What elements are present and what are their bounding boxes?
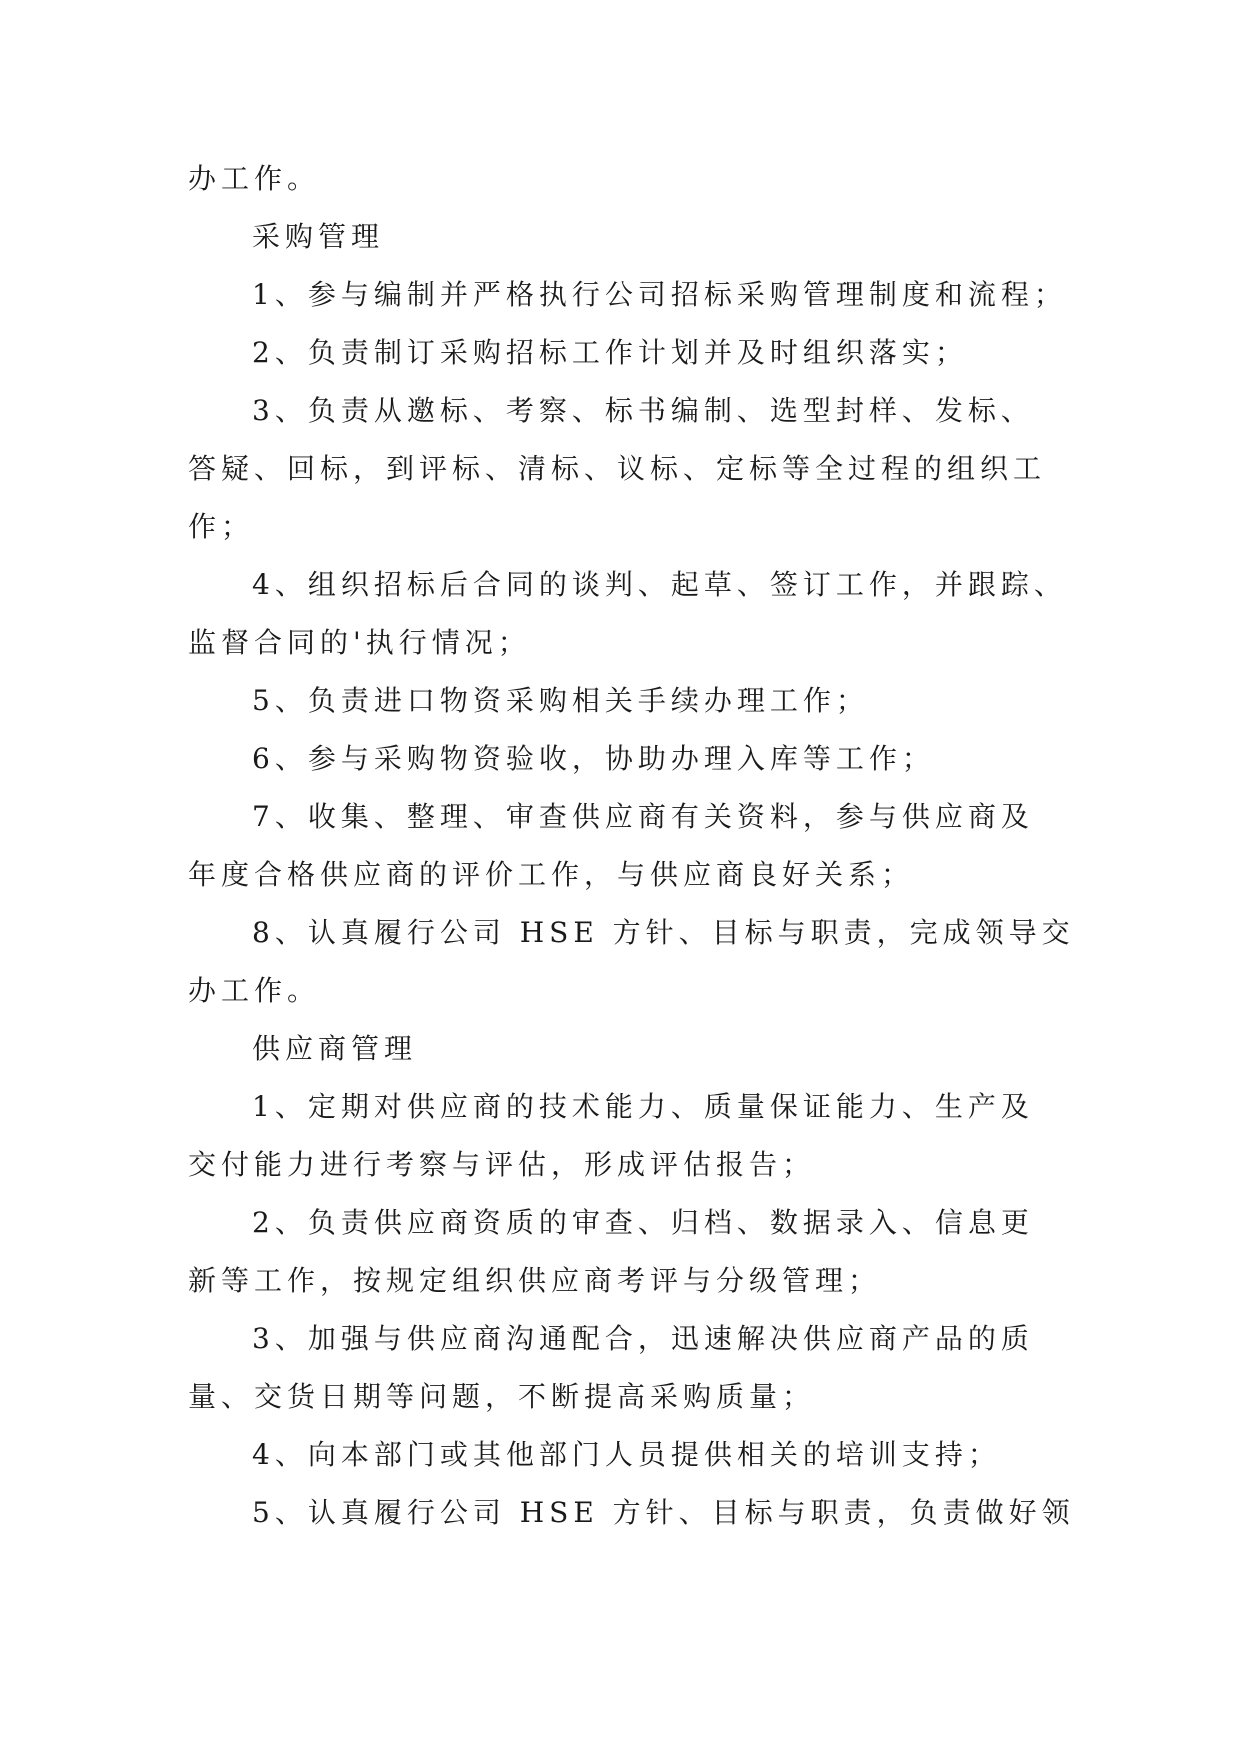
- text-line: 供应商管理: [252, 1032, 418, 1065]
- text-line: 5、认真履行公司 HSE 方针、目标与职责，负责做好领: [252, 1496, 1075, 1529]
- text-line: 采购管理: [252, 220, 385, 253]
- text-line: 4、向本部门或其他部门人员提供相关的培训支持；: [252, 1438, 1001, 1471]
- text-line: 新等工作，按规定组织供应商考评与分级管理；: [188, 1264, 882, 1297]
- document-body: [188, 150, 1075, 1542]
- text-line: 6、参与采购物资验收，协助办理入库等工作；: [252, 742, 935, 775]
- text-line: 监督合同的'执行情况；: [188, 626, 531, 659]
- text-line: 办工作。: [188, 162, 321, 195]
- text-line: 1、定期对供应商的技术能力、质量保证能力、生产及: [252, 1090, 1034, 1123]
- text-line: 1、参与编制并严格执行公司招标采购管理制度和流程；: [252, 278, 1067, 311]
- text-line: 办工作。: [188, 974, 321, 1007]
- text-line: 年度合格供应商的评价工作，与供应商良好关系；: [188, 858, 915, 891]
- text-line: 答疑、回标，到评标、清标、议标、定标等全过程的组织工: [188, 452, 1047, 485]
- text-line: 2、负责制订采购招标工作计划并及时组织落实；: [252, 336, 968, 369]
- text-line: 作；: [188, 510, 255, 543]
- text-line: 3、加强与供应商沟通配合，迅速解决供应商产品的质: [252, 1322, 1034, 1355]
- text-line: 7、收集、整理、审查供应商有关资料，参与供应商及: [252, 800, 1034, 833]
- text-line: 交付能力进行考察与评估，形成评估报告；: [188, 1148, 816, 1181]
- text-line: 8、认真履行公司 HSE 方针、目标与职责，完成领导交: [252, 916, 1075, 949]
- text-line: 5、负责进口物资采购相关手续办理工作；: [252, 684, 869, 717]
- text-line: 2、负责供应商资质的审查、归档、数据录入、信息更: [252, 1206, 1034, 1239]
- text-line: 量、交货日期等问题，不断提高采购质量；: [188, 1380, 816, 1413]
- text-line: 3、负责从邀标、考察、标书编制、选型封样、发标、: [252, 394, 1034, 427]
- text-line: 4、组织招标后合同的谈判、起草、签订工作，并跟踪、: [252, 568, 1067, 601]
